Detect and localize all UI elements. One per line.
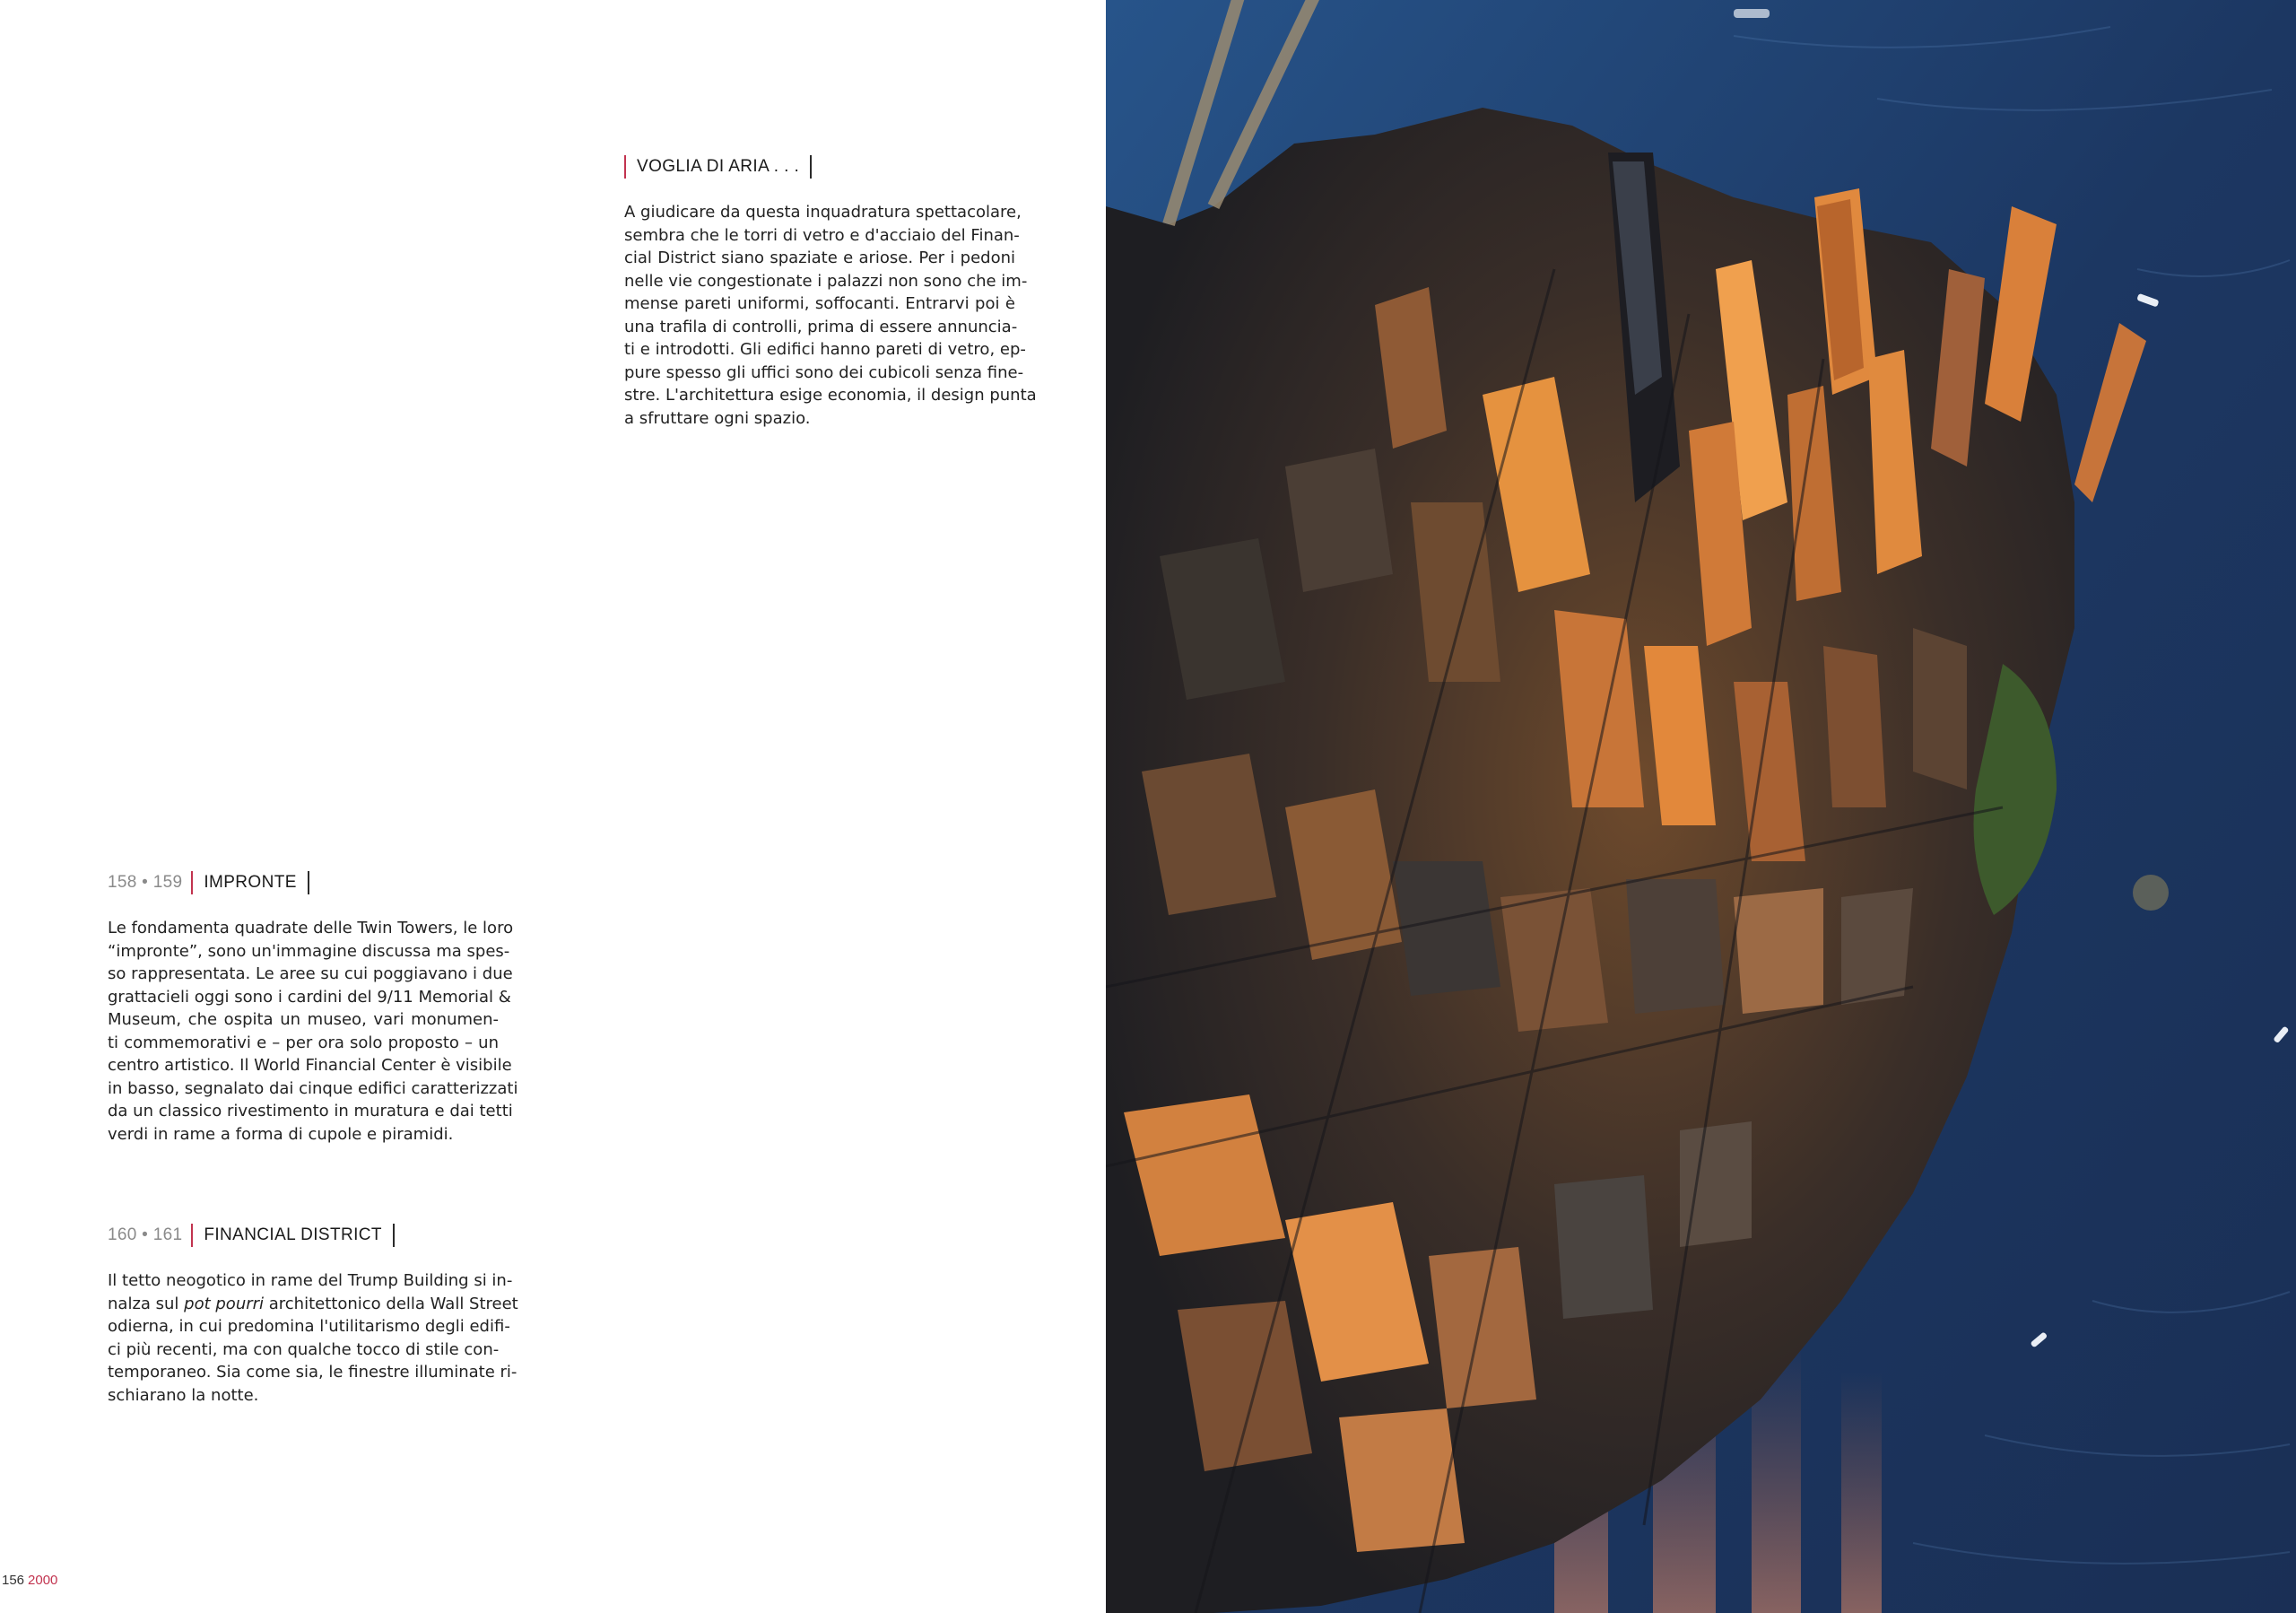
caption-voglia-di-aria: [624, 154, 1037, 430]
text-line: stre. L'architettura esige economia, il design punta: [624, 386, 1037, 405]
text-line: A giudicare da questa inquadratura spettacolare,: [624, 203, 1022, 222]
text-line: so rappresentata. Le aree su cui poggiavano i due: [108, 964, 513, 983]
text-line: “impronte”, sono un'immagine discussa ma spes-: [108, 941, 510, 961]
text-line: odierna, in cui predomina l'utilitarismo degli edifi-: [108, 1317, 510, 1336]
castle-clinton: [2133, 875, 2169, 911]
text-line: grattacieli oggi sono i cardini del 9/11 Memorial &: [108, 987, 511, 1007]
heading-right-bar: [308, 871, 309, 894]
folio: [2, 1573, 57, 1588]
left-page: [0, 0, 1106, 1613]
caption-heading: IMPRONTE: [204, 873, 297, 892]
text-line: cial District siano spaziate e ariose. Per i pedoni: [624, 248, 1015, 267]
text-line: nelle vie congestionate i palazzi non sono che im-: [624, 271, 1028, 291]
text-line: temporaneo. Sia come sia, le finestre illuminate ri-: [108, 1363, 517, 1382]
caption-heading: FINANCIAL DISTRICT: [204, 1225, 382, 1244]
section-label: 2000: [28, 1573, 58, 1588]
caption-text: [624, 201, 1037, 430]
text-line: ti commemorativi e – per ora solo proposto – un: [108, 1033, 499, 1052]
text-line: Il tetto neogotico in rame del Trump Building si in-: [108, 1271, 513, 1290]
heading-right-bar: [393, 1224, 395, 1247]
caption-header: [108, 1223, 499, 1248]
page-reference: 158 • 159: [108, 873, 183, 892]
caption-text: [108, 917, 518, 1146]
page-reference: 160 • 161: [108, 1225, 183, 1244]
caption-impronte: [108, 870, 518, 1146]
text-line: Museum, che ospita un museo, vari monumen-: [108, 1010, 499, 1029]
aerial-photo: [1106, 0, 2296, 1613]
text-line: pure spesso gli uffici sono dei cubicoli senza fine-: [624, 362, 1024, 382]
caption-financial-district: [108, 1223, 518, 1407]
text-line: verdi in rame a forma di cupole e piramidi.: [108, 1124, 454, 1144]
text-line: sembra che le torri di vetro e d'acciaio del Finan-: [624, 225, 1020, 245]
text-line: ci più recenti, ma con qualche tocco di stile con-: [108, 1339, 500, 1359]
caption-heading: VOGLIA DI ARIA . . .: [637, 157, 800, 176]
text-line: in basso, segnalato dai cinque edifici caratterizzati: [108, 1078, 518, 1098]
text-line: nalza sul pot pourri architettonico della Wall Street: [108, 1294, 518, 1313]
text-line: a sfruttare ogni spazio.: [624, 408, 811, 428]
aerial-photo-illustration: [1106, 0, 2296, 1613]
page-number: 156: [2, 1573, 25, 1588]
heading-right-bar: [810, 155, 812, 179]
text-line: schiarano la notte.: [108, 1385, 259, 1405]
text-line: mense pareti uniformi, soffocanti. Entrarvi poi è: [624, 294, 1015, 313]
caption-text: [108, 1269, 518, 1407]
text-line: centro artistico. Il World Financial Center è visibile: [108, 1056, 512, 1075]
text-line: Le fondamenta quadrate delle Twin Towers, le loro: [108, 919, 514, 937]
text-line: da un classico rivestimento in muratura e dai tetti: [108, 1102, 513, 1120]
text-line: una trafila di controlli, prima di essere annuncia-: [624, 317, 1018, 336]
text-line: ti e introdotti. Gli edifici hanno pareti di vetro, ep-: [624, 340, 1026, 359]
caption-header: [108, 870, 499, 895]
caption-header: [624, 154, 1015, 179]
